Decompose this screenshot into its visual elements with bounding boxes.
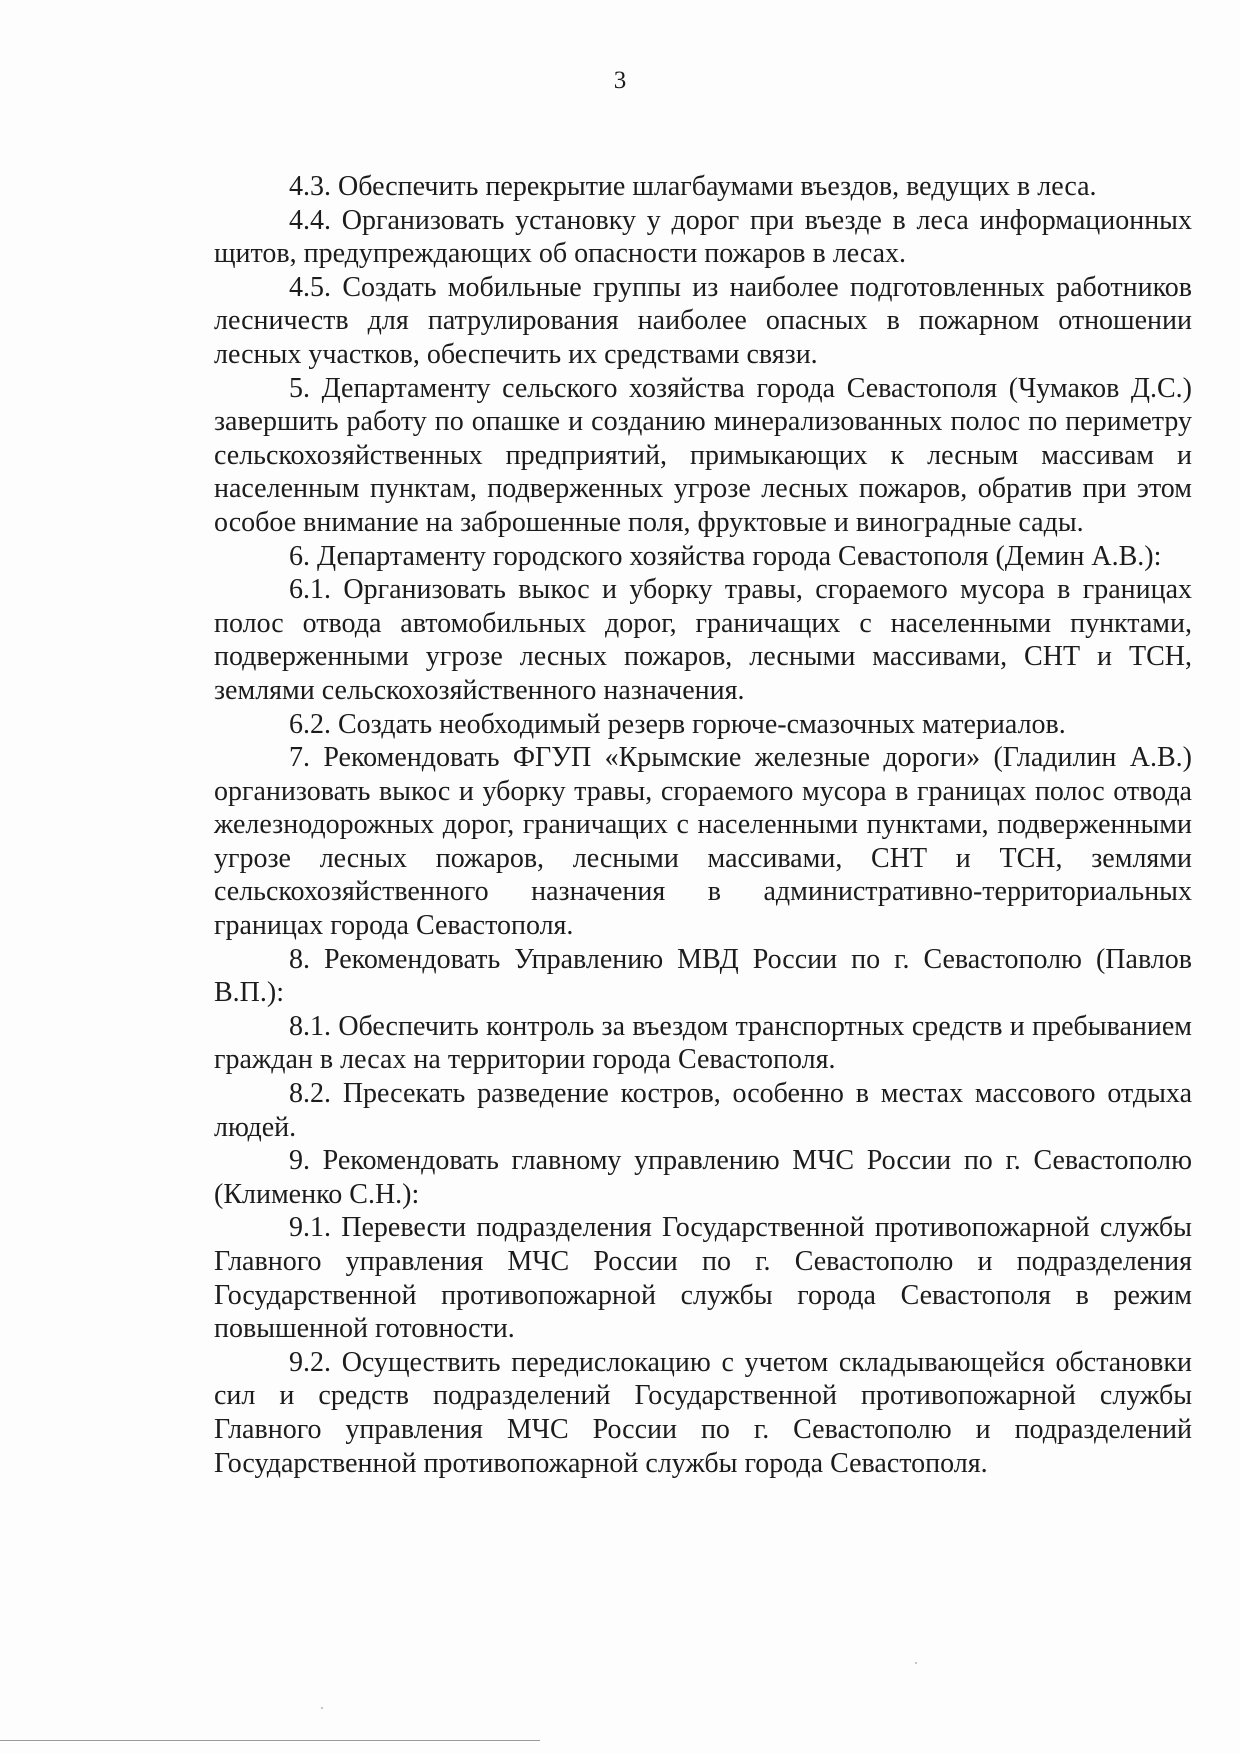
paragraph-9-1: 9.1. Перевести подразделения Государственной противопожарной службы Главного управления МЧС России по г. Севастополю и подразделения Государственной противопожарной службы города Севастополя в режим повышенной готовности. bbox=[214, 1212, 1192, 1345]
paragraph-8-2: 8.2. Пресекать разведение костров, особенно в местах массового отдыха людей. bbox=[214, 1078, 1192, 1143]
document-body bbox=[214, 170, 1192, 1480]
scan-speck bbox=[915, 1662, 917, 1664]
paragraph-9: 9. Рекомендовать главному управлению МЧС России по г. Севастополю (Клименко С.Н.): bbox=[214, 1145, 1192, 1210]
paragraph-5: 5. Департаменту сельского хозяйства города Севастополя (Чумаков Д.С.) завершить работу по опашке и созданию минерализованных полос по периметру сельскохозяйственных предприятий, примыкающих к лесным массивам и населенным пунктам, подверженных угрозе лесных пожаров, обратив при этом особое внимание на заброшенные поля, фруктовые и виноградные сады. bbox=[214, 372, 1192, 538]
paragraph-4-4: 4.4. Организовать установку у дорог при въезде в леса информационных щитов, предупреждающих об опасности пожаров в лесах. bbox=[214, 204, 1192, 270]
paragraph-8-1: 8.1. Обеспечить контроль за въездом транспортных средств и пребыванием граждан в лесах на территории города Севастополя. bbox=[214, 1010, 1192, 1076]
scan-speck bbox=[321, 1707, 323, 1709]
page-number: 3 bbox=[613, 67, 627, 94]
paragraph-4-5: 4.5. Создать мобильные группы из наиболее подготовленных работников лесничеств для патрулирования наиболее опасных в пожарном отношении лесных участков, обеспечить их средствами связи. bbox=[214, 271, 1192, 370]
paragraph-6-1: 6.1. Организовать выкос и уборку травы, сгораемого мусора в границах полос отвода автомобильных дорог, граничащих с населенными пунктами, подверженными угрозе лесных пожаров, лесными массивами, СНТ и ТСН, землями сельскохозяйственного назначения. bbox=[214, 574, 1192, 706]
paragraph-9-2: 9.2. Осуществить передислокацию с учетом складывающейся обстановки сил и средств подразделений Государственной противопожарной службы Главного управления МЧС России по г. Севастополю и подразделений Государственной противопожарной службы города Севастополя. bbox=[214, 1346, 1192, 1479]
paragraph-7: 7. Рекомендовать ФГУП «Крымские железные дороги» (Гладилин А.В.) организовать выкос и уборку травы, сгораемого мусора в границах полос отвода железнодорожных дорог, граничащих с населенными пунктами, подверженными угрозе лесных пожаров, лесными массивами, СНТ и ТСН, землями сельскохозяйственного назначения в административно-территориальных границах города Севастополя. bbox=[214, 742, 1192, 942]
paragraph-6: 6. Департаменту городского хозяйства города Севастополя (Демин А.В.): bbox=[289, 540, 1162, 572]
paragraph-6-2: 6.2. Создать необходимый резерв горюче-смазочных материалов. bbox=[289, 708, 1066, 740]
paragraph-4-3: 4.3. Обеспечить перекрытие шлагбаумами въездов, ведущих в леса. bbox=[289, 171, 1097, 202]
paragraph-8: 8. Рекомендовать Управлению МВД России по г. Севастополю (Павлов В.П.): bbox=[214, 943, 1192, 1009]
scan-edge-line bbox=[0, 1740, 540, 1741]
